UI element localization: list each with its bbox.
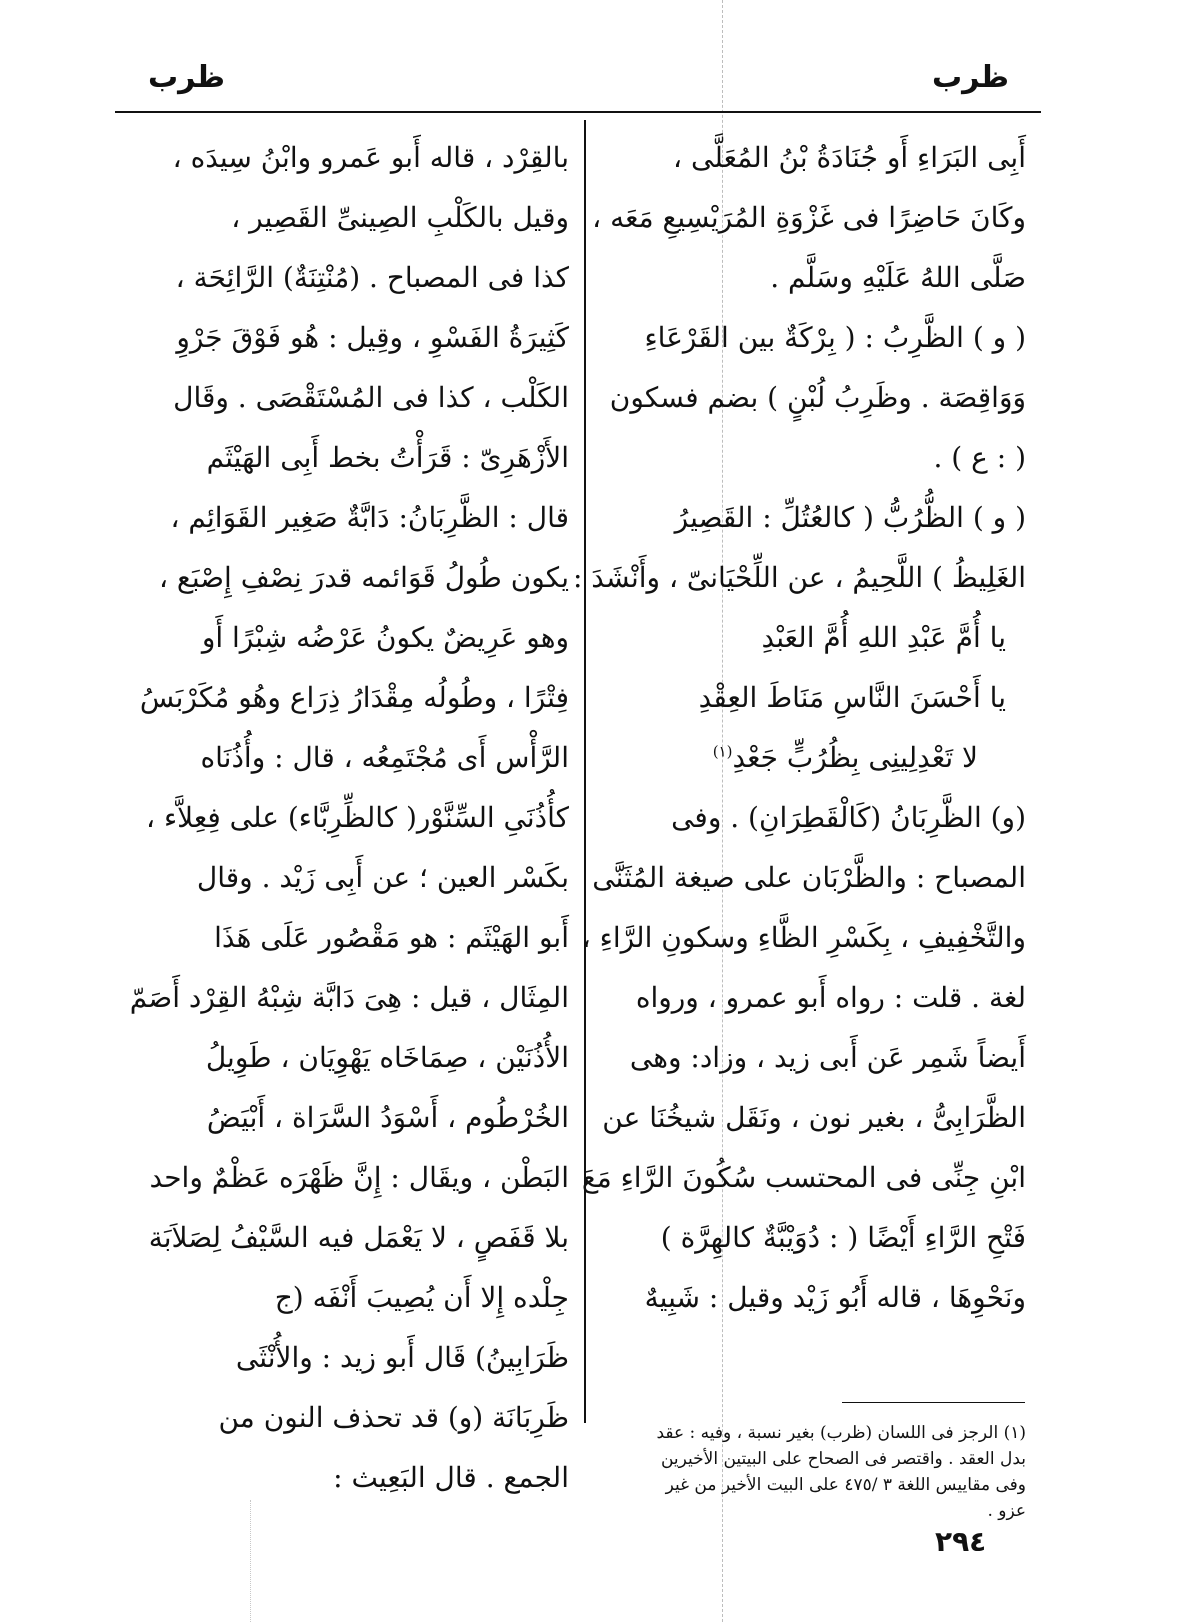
text-line: الظَّرَابِىُّ ، بغير نون ، ونَقَل شيخُنَا عن [602, 1101, 1026, 1134]
text-line: وكَانَ حَاضِرًا فى غَزْوَةِ المُرَيْسِيعِ مَعَه ، [592, 201, 1026, 234]
text-line: بالقِرْد ، قاله أَبو عَمرو وابْنُ سِيدَه ، [172, 141, 569, 174]
text-line: أَبِى البَرَاءِ أَو جُنَادَةُ بْنُ المُعَلَّى ، [673, 141, 1026, 174]
text-line: لغة . قلت : رواه أَبو عمرو ، ورواه [635, 981, 1026, 1014]
text-line: ظَرَابِينُ) قَال أَبو زيد : والأُنْثَى [235, 1341, 569, 1374]
text-line: قال : الظَّرِبَانُ: دَابَّةٌ صَغِير القَوَائِم ، [170, 501, 569, 534]
footnote-marker: (١) [712, 742, 733, 761]
text-line: أَبو الهَيْثَم : هو مَقْصُور عَلَى هَذَا [214, 921, 569, 954]
text-line: الأَزْهَرِىّ : قَرَأْتُ بخط أَبِى الهَيْثَم [206, 441, 569, 474]
text-line: الرَّأْس أَى مُجْتَمِعُه ، قال : وأُذُنَاه [200, 741, 569, 774]
footnote-rule [842, 1402, 1025, 1403]
verse-line: يا أُمَّ عَبْدِ اللهِ أُمَّ العَبْدِ [761, 621, 1006, 654]
verse-line-with-note [622, 728, 1026, 788]
text-line: الكَلْب ، كذا فى المُسْتَقْصَى . وقَال [173, 381, 569, 414]
running-head-right: ظرب [932, 60, 1010, 95]
text-line: أَيضاً شَمِر عَن أَبى زيد ، وزاد: وهى [629, 1041, 1026, 1074]
footnote-line: وفى مقاييس اللغة ٣ /٤٧٥ على البيت الأخير من غير [665, 1475, 1026, 1495]
text-line: ظَرِبَانَة (و) قد تحذف النون من [218, 1401, 569, 1434]
scan-artifact-line [250, 1500, 251, 1622]
text-line: كذا فى المصباح . (مُنْتِنَةٌ) الرَّائِحَة ، [175, 261, 569, 294]
text-line: بكَسْر العين ؛ عن أَبِى زَيْد . وقال [196, 861, 569, 894]
text-line: والتَّخْفِيفِ ، بِكَسْرِ الظَّاءِ وسكونِ الرَّاءِ ، [581, 921, 1026, 954]
text-line: المصباح : والظَّرْبَان على صيغة المُثَنَّى [592, 861, 1026, 894]
text-line: وقيل بالكَلْبِ الصِينىِّ القَصِير ، [231, 201, 569, 234]
right-column [572, 128, 1026, 1328]
text-line: ونَحْوِهَا ، قاله أَبُو زَيْد وقيل : شَبِيهٌ [644, 1281, 1026, 1314]
text-line: ابْنِ جِنِّى فى المحتسب سُكُونَ الرَّاءِ مَعَ [581, 1161, 1026, 1194]
text-line: صَلَّى اللهُ عَلَيْهِ وسَلَّم . [770, 261, 1026, 294]
footnote-line: عزو . [987, 1501, 1026, 1521]
footnote-line: (١) الرجز فى اللسان (ظرب) بغير نسبة ، وفيه : عقد [656, 1423, 1026, 1443]
text-line: ( : ع ) . [933, 441, 1026, 474]
text-line: فَتْحِ الرَّاءِ أَيْضًا ( : دُوَيْبَّةٌ كالهِرَّة ) [660, 1221, 1026, 1254]
text-line: وهو عَرِيضٌ يكونُ عَرْضُه شِبْرًا أَو [201, 621, 569, 654]
text-line: الخُرْطُوم ، أَسْوَدُ السَّرَاة ، أَبْيَضُ [206, 1101, 569, 1134]
verse-line: يا أَحْسَنَ النَّاسِ مَنَاطَ العِقْدِ [698, 681, 1006, 714]
text-line: المِثَال ، قيل : هِىَ دَابَّة شِبْهُ القِرْد أَصَمّ [129, 981, 569, 1014]
text-line: الأُذُنَيْن ، صِمَاخَاه يَهْوِيَان ، طَوِيلُ [205, 1041, 569, 1074]
text-line: كَثِيرَةُ الفَسْوِ ، وقِيل : هُو فَوْقَ جَرْوِ [176, 321, 569, 354]
left-column [115, 128, 569, 1508]
text-line: الجمع . قال البَعِيث : [333, 1461, 569, 1494]
text-line: البَطْن ، ويقَال : إِنَّ ظَهْرَه عَظْمٌ واحد [149, 1161, 569, 1194]
column-divider [584, 120, 586, 1423]
text-line: يكون طُولُ قَوَائمه قدرَ نِصْفِ إِصْبَع ، [158, 561, 569, 594]
text-line: فِتْرًا ، وطُولُه مِقْدَارُ ذِرَاع وهُو مُكَرْبَسُ [139, 681, 569, 714]
verse-text: لا تَعْدِلِينِى بِظُرُبٍّ جَعْدِ [732, 741, 978, 774]
page-number: ٢٩٤ [935, 1525, 987, 1558]
text-line: ( و ) الظُّرُبُّ ( كالعُتُلِّ : القَصِيرُ [674, 501, 1026, 534]
text-line: (و) الظَّرِبَانُ (كَالْقَطِرَانِ) . وفى [671, 801, 1026, 834]
text-line: كأُذُنَىِ السِّنَّوْر( كالظِّرِبَّاء) على فِعِلاَّء ، [146, 801, 569, 834]
text-line: وَوَاقِصَة . وظَرِبُ لُبْنٍ ) بضم فسكون [609, 381, 1026, 414]
footnote-line: بدل العقد . واقتصر فى الصحاح على البيتين الأخيرين [660, 1449, 1026, 1469]
text-line: الغَلِيظُ ) اللَّحِيمُ ، عن اللِّحْيَانىّ ، وأَنْشَدَ : [572, 561, 1026, 594]
header-rule [115, 111, 1041, 113]
footnote [622, 1420, 1026, 1524]
text-line: جِلْده إِلا أَن يُصِيبَ أَنْفَه (ج [274, 1281, 569, 1314]
running-head-left: ظرب [148, 60, 226, 95]
text-line: ( و ) الظَّرِبُ : ( بِرْكَةٌ بين القَرْعَاءِ [644, 321, 1026, 354]
text-line: بلا قَفَصٍ ، لا يَعْمَل فيه السَّيْفُ لِصَلاَبَة [148, 1221, 569, 1254]
